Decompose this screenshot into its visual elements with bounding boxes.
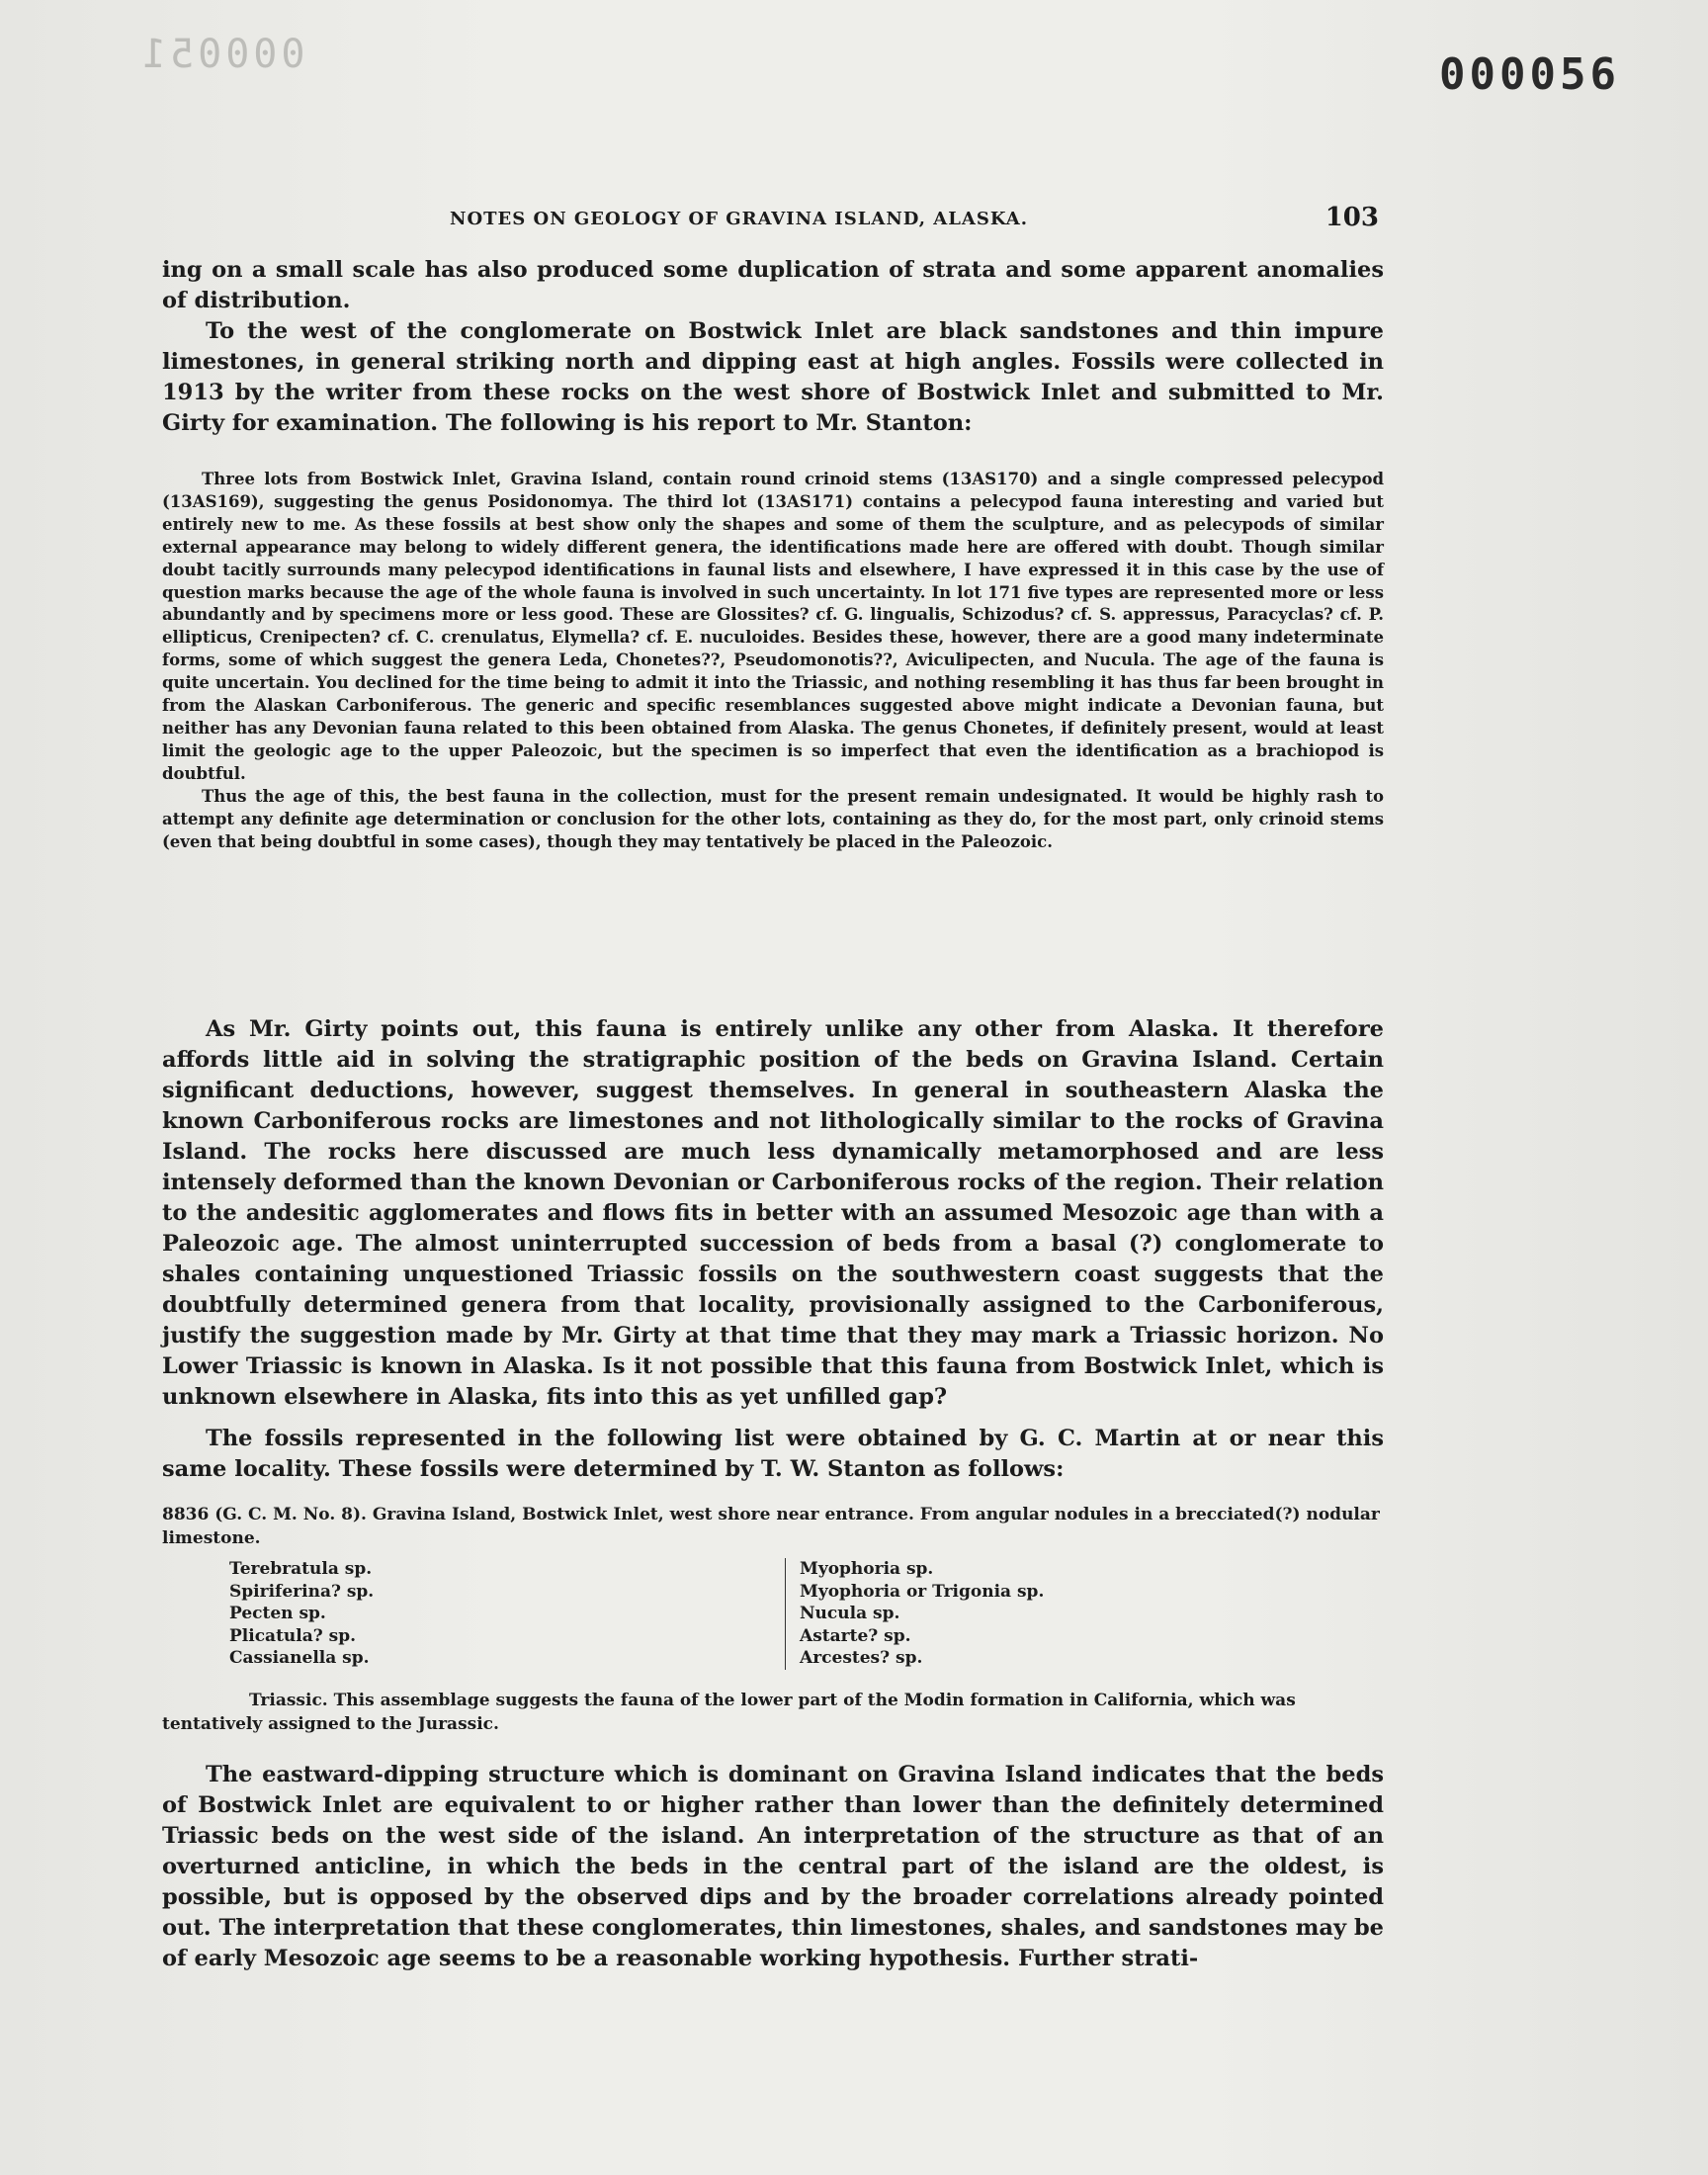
fossil-list-item: Spiriferina? sp.: [229, 1581, 375, 1602]
page-header: [163, 203, 1379, 242]
page-stamp-number: 000056: [1439, 49, 1620, 100]
page-number: 103: [1324, 203, 1379, 232]
fossil-list-left-column: [229, 1558, 374, 1670]
paragraph-text: ing on a small scale has also produced some duplication of strata and some apparent anomalies of distribution.: [162, 257, 1384, 313]
bleed-through-stamp: 000051: [138, 32, 305, 77]
quote-paragraph-2: Thus the age of this, the best fauna in the collection, must for the present remain undesignated. It would be highly rash to attempt any definite age determination or conclusion for the other lots, containing as they do, for the most part, only crinoid stems (even that being doubtful in some cases), though they may tentatively be placed in the Paleozoic.: [162, 786, 1384, 851]
paragraph-text: As Mr. Girty points out, this fauna is entirely unlike any other from Alaska. It therefore affords little aid in solving the stratigraphic position of the beds on Gravina Island. Certain significant deductions, however, suggest themselves. In general in southeastern Alaska the known Carboniferous rocks are limestones and not lithologically similar to the rocks of Gravina Island. The rocks here discussed are much less dynamically metamorphosed and are less intensely deformed than the known Devonian or Carboniferous rocks of the region. Their relation to the andesitic agglomerates and flows fits in better with an assumed Mesozoic age than with a Paleozoic age. The almost uninterrupted succession of beds from a basal (?) conglomerate to shales containing unquestioned Triassic fossils on the southwestern coast suggests that the doubtfully determined genera from that locality, provisionally assigned to the Carboniferous, justify the suggestion made by Mr. Girty at that time that they may mark a Triassic horizon. No Lower Triassic is known in Alaska. Is it not possible that this fauna from Bostwick Inlet, which is unknown elsewhere in Alaska, fits into this as yet unfilled gap?: [162, 1016, 1384, 1410]
quote-paragraph-1: Three lots from Bostwick Inlet, Gravina Island, contain round crinoid stems (13AS170) and a single compressed pelecypod (13AS169), suggesting the genus Posidonomya. The third lot (13AS171) contains a pelecypod fauna interesting and varied but entirely new to me. As these fossils at best show only the shapes and some of them the sculpture, and as pelecypods of similar external appearance may belong to widely different genera, the identifications made here are offered with doubt. Though similar doubt tacitly surrounds many pelecypod identifications in faunal lists and elsewhere, I have expressed it in this case by the use of question marks because the age of the whole fauna is involved in such uncertainty. In lot 171 five types are represented more or less abundantly and by specimens more or less good. These are Glossites? cf. G. lingualis, Schizodus? cf. S. appressus, Paracyclas? cf. P. ellipticus, Crenipecten? cf. C. crenulatus, Elymella? cf. E. nuculoides. Besides these, however, there are a good many indeterminate forms, some of which suggest the genera Leda, Chonetes??, Pseudomonotis??, Aviculipecten, and Nucula. The age of the fauna is quite uncertain. You declined for the time being to admit it into the Triassic, and nothing resembling it has thus far been brought in from the Alaskan Carboniferous. The generic and specific resemblances suggested above might indicate a Devonian fauna, but neither has any Devonian fauna related to this been obtained from Alaska. The genus Chonetes, if definitely present, would at least limit the geologic age to the upper Paleozoic, but the specimen is so imperfect that even the identification as a brachiopod is doubtful.: [162, 470, 1384, 783]
paragraph-2: [162, 316, 1384, 439]
paragraph-1: [162, 255, 1384, 316]
fossil-list-item: Astarte? sp.: [800, 1625, 911, 1646]
paragraph-text: To the west of the conglomerate on Bostwick Inlet are black sandstones and thin impure limestones, in general striking north and dipping east at high angles. Fossils were collected in 1913 by the writer from these rocks on the west shore of Bostwick Inlet and submitted to Mr. Girty for examination. The following is his report to Mr. Stanton:: [162, 318, 1384, 436]
age-note: [162, 1689, 1384, 1736]
fossil-list-item: Nucula sp.: [800, 1604, 900, 1623]
paragraph-5: [162, 1760, 1384, 1974]
fossil-list: [162, 1558, 1384, 1687]
locality-note: [162, 1503, 1384, 1550]
paragraph-text: The fossils represented in the following list were obtained by G. C. Martin at or near this same locality. These fossils were determined by T. W. Stanton as follows:: [162, 1426, 1384, 1482]
fossil-list-right-column: [785, 1558, 1044, 1670]
locality-text: 8836 (G. C. M. No. 8). Gravina Island, Bostwick Inlet, west shore near entrance. From angular nodules in a brecciated(?) nodular limestone.: [162, 1505, 1380, 1548]
fossil-list-item: Arcestes? sp.: [800, 1648, 923, 1668]
paragraph-3: [162, 1014, 1384, 1413]
running-title: NOTES ON GEOLOGY OF GRAVINA ISLAND, ALASKA.: [450, 209, 1029, 229]
fossil-list-item: Myophoria sp.: [800, 1559, 934, 1579]
fossil-list-item: Cassianella sp.: [229, 1648, 370, 1668]
fossil-list-item: Myophoria or Trigonia sp.: [800, 1581, 1045, 1602]
girty-report-quote: [162, 469, 1384, 853]
paragraph-4: [162, 1424, 1384, 1485]
paragraph-text: The eastward-dipping structure which is dominant on Gravina Island indicates that the beds of Bostwick Inlet are equivalent to or higher rather than lower than the definitely determined Triassic beds on the west side of the island. An interpretation of the structure as that of an overturned anticline, in which the beds in the central part of the island are the oldest, is possible, but is opposed by the observed dips and by the broader correlations already pointed out. The interpretation that these conglomerates, thin limestones, shales, and sandstones may be of early Mesozoic age seems to be a reasonable working hypothesis. Further strati-: [162, 1762, 1384, 1971]
fossil-list-item: Plicatula? sp.: [229, 1625, 357, 1646]
fossil-list-item: Pecten sp.: [229, 1604, 326, 1623]
fossil-list-item: Terebratula sp.: [229, 1559, 373, 1579]
age-note-text: Triassic. This assemblage suggests the fauna of the lower part of the Modin formation in California, which was tentatively assigned to the Jurassic.: [162, 1691, 1296, 1734]
